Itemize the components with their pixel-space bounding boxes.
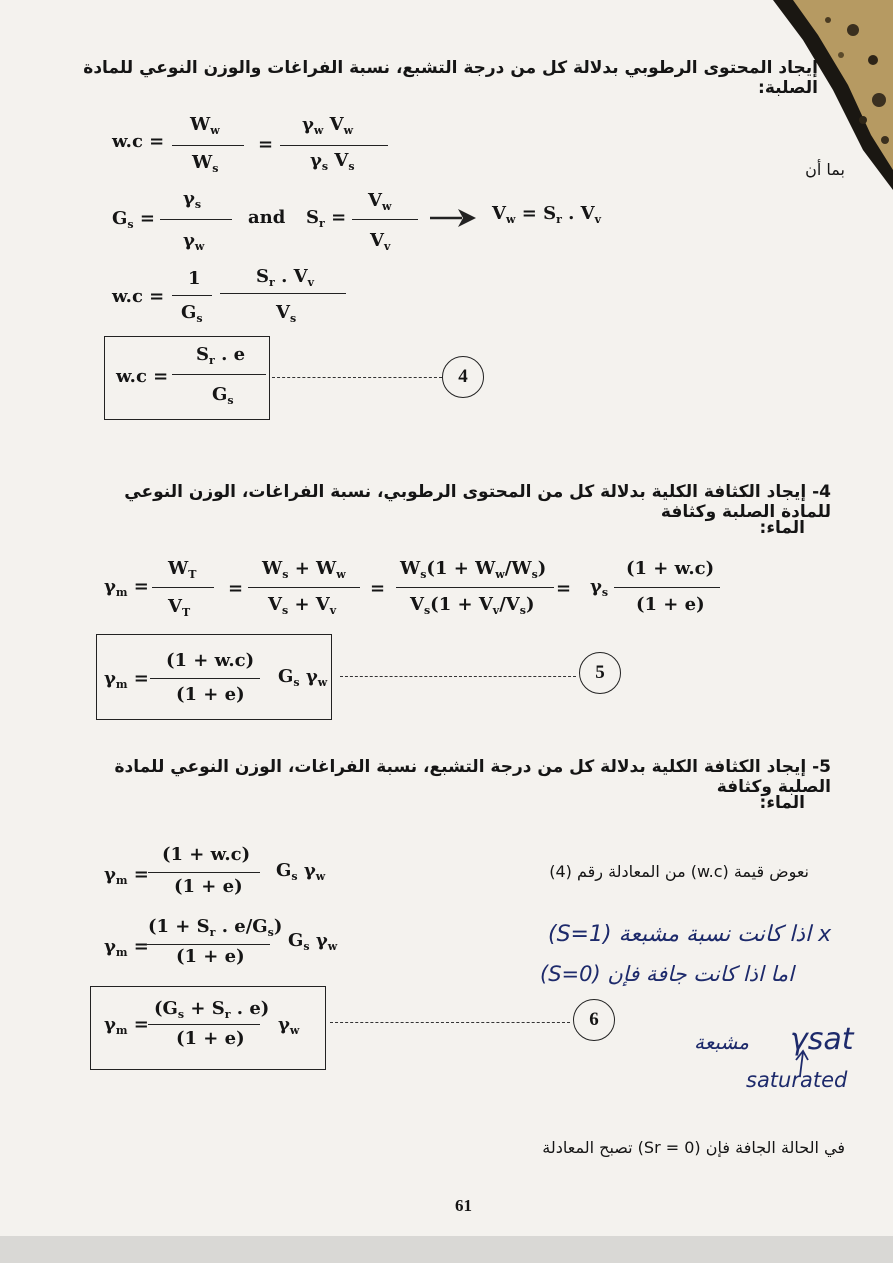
wc2-den2: $V_s$ xyxy=(276,302,297,325)
gm-num1: $W_T$ xyxy=(168,558,197,581)
eq4-fraction-bar xyxy=(172,374,266,375)
and-word: and xyxy=(248,207,286,228)
footer-text: في الحالة الجافة فإن (Sr = 0) تصبح المعادلة xyxy=(542,1138,845,1157)
substitute-note: نعوض قيمة (w.c) من المعادلة رقم (4) xyxy=(549,862,809,881)
eq6b-num: ($1 + S_r$ . $e/G_s$) xyxy=(148,916,283,939)
eq5-fraction-bar xyxy=(150,678,260,679)
handwritten-saturated-ar: مشبعة xyxy=(694,1030,749,1054)
eq1-fraction-bar2 xyxy=(280,145,388,146)
eq6-den: (1 + e) xyxy=(176,1028,245,1049)
section3-heading: إيجاد المحتوى الرطوبي بدلالة كل من درجة التشبع، نسبة الفراغات والوزن النوعي للمادة الصلبة: xyxy=(83,58,818,98)
eq5-lhs: $\gamma_m$ = xyxy=(104,668,149,691)
gm-num3: $W_s(1 + W_w/W_s)$ xyxy=(400,558,547,581)
eq1-num2: $\gamma_w$ $V_w$ xyxy=(302,114,354,137)
right-arrow-icon xyxy=(428,206,478,230)
eq6-fraction-bar xyxy=(148,1024,260,1025)
eq6a-lhs: $\gamma_m$ = xyxy=(104,864,149,887)
eq1-den: $W_s$ xyxy=(192,152,219,175)
gm-num4: (1 + w.c) xyxy=(626,558,715,579)
eq6-lhs: $\gamma_m$ = xyxy=(104,1014,149,1037)
wc2-num2: $S_r$ . $V_v$ xyxy=(256,266,314,289)
gm-fraction-bar2 xyxy=(248,587,360,588)
eq1-fraction-bar xyxy=(172,145,244,146)
gs-fraction-bar xyxy=(160,219,232,220)
eq6-dashed-leader xyxy=(330,1022,570,1023)
section5-heading-line1: 5- إيجاد الكثافة الكلية بدلالة كل من درجة التشبع، نسبة الفراغات، الوزن النوعي للمادة الصلبة وكثافة xyxy=(114,757,831,797)
equals-sign-4: = xyxy=(556,578,572,599)
section5-heading-line2: الماء: xyxy=(759,793,805,813)
gm-den1: $V_T$ xyxy=(168,596,191,619)
handwritten-saturated-en: saturated xyxy=(746,1068,848,1092)
eq5-factor: $G_s$ $\gamma_w$ xyxy=(278,666,328,689)
eq6b-den: (1 + e) xyxy=(176,946,245,967)
wc2-fraction-bar1 xyxy=(172,295,212,296)
sr-lhs: $S_r$ = xyxy=(306,207,347,230)
gm-den4: (1 + e) xyxy=(636,594,705,615)
page-number: 61 xyxy=(455,1196,472,1215)
eq6b-lhs: $\gamma_m$ = xyxy=(104,936,149,959)
section4-heading-line1: 4- إيجاد الكثافة الكلية بدلالة كل من المحتوى الرطوبي، نسبة الفراغات، الوزن النوعي للمادة الصلبة وكثافة xyxy=(124,482,831,522)
eq6-num: ($G_s + S_r$ . e) xyxy=(154,998,270,1021)
equation-number-5: 5 xyxy=(579,652,621,694)
gamma-s: $\gamma_s$ xyxy=(590,576,609,599)
since-label: بما أن xyxy=(805,160,845,179)
eq6b-factor: $G_s$ $\gamma_w$ xyxy=(288,930,338,953)
eq4-num: $S_r$ . e xyxy=(196,344,246,367)
eq6b-fraction-bar xyxy=(146,944,270,945)
equals-sign-3: = xyxy=(370,578,386,599)
gm-fraction-bar1 xyxy=(152,587,214,588)
handwritten-gamma-sat: γsat xyxy=(790,1022,854,1057)
sr-den: $V_v$ xyxy=(370,230,391,253)
eq6-factor: $\gamma_w$ xyxy=(278,1014,300,1037)
gm-num2: $W_s + W_w$ xyxy=(262,558,346,581)
gm-fraction-bar4 xyxy=(614,587,720,588)
wc2-lhs: w.c = xyxy=(112,286,165,307)
wc2-den1: $G_s$ xyxy=(181,302,203,325)
eq4-den: $G_s$ xyxy=(212,384,234,407)
vw-equation: $V_w = S_r$ . $V_v$ xyxy=(492,203,602,226)
eq6a-fraction-bar xyxy=(148,872,260,873)
eq4-lhs: w.c = xyxy=(116,366,169,387)
eq4-dashed-leader xyxy=(272,377,442,378)
gs-den: $\gamma_w$ xyxy=(183,230,205,253)
gs-num: $\gamma_s$ xyxy=(183,188,202,211)
section4-heading-line2: الماء: xyxy=(759,518,805,538)
handwritten-note-1: x اذا كانت نسبة مشبعة (S=1) xyxy=(548,922,832,947)
gm-den3: $V_s(1 + V_v/V_s)$ xyxy=(410,594,535,617)
eq1-den2: $\gamma_s$ $V_s$ xyxy=(310,150,355,173)
eq6a-num: (1 + w.c) xyxy=(162,844,251,865)
eq5-den: (1 + e) xyxy=(176,684,245,705)
gm-fraction-bar3 xyxy=(396,587,554,588)
wc2-num1: 1 xyxy=(188,268,201,289)
gs-lhs: $G_s$ = xyxy=(112,208,155,231)
eq6a-den: (1 + e) xyxy=(174,876,243,897)
handwritten-note-2: اما اذا كانت جافة فإن (S=0) xyxy=(540,962,794,986)
equals-sign: = xyxy=(258,134,274,155)
equation-number-6: 6 xyxy=(573,999,615,1041)
equation-wc-lhs: w.c = xyxy=(112,131,165,152)
equation-number-4: 4 xyxy=(442,356,484,398)
sr-num: $V_w$ xyxy=(368,190,392,213)
sr-fraction-bar xyxy=(352,219,418,220)
eq6a-factor: $G_s$ $\gamma_w$ xyxy=(276,860,326,883)
gm-lhs: $\gamma_m$ = xyxy=(104,576,149,599)
gm-den2: $V_s + V_v$ xyxy=(268,594,337,617)
wc2-fraction-bar2 xyxy=(220,293,346,294)
eq5-dashed-leader xyxy=(340,676,576,677)
scan-edge xyxy=(0,1236,893,1263)
eq1-num: $W_w$ xyxy=(190,114,220,137)
eq5-num: (1 + w.c) xyxy=(166,650,255,671)
equals-sign-2: = xyxy=(228,578,244,599)
